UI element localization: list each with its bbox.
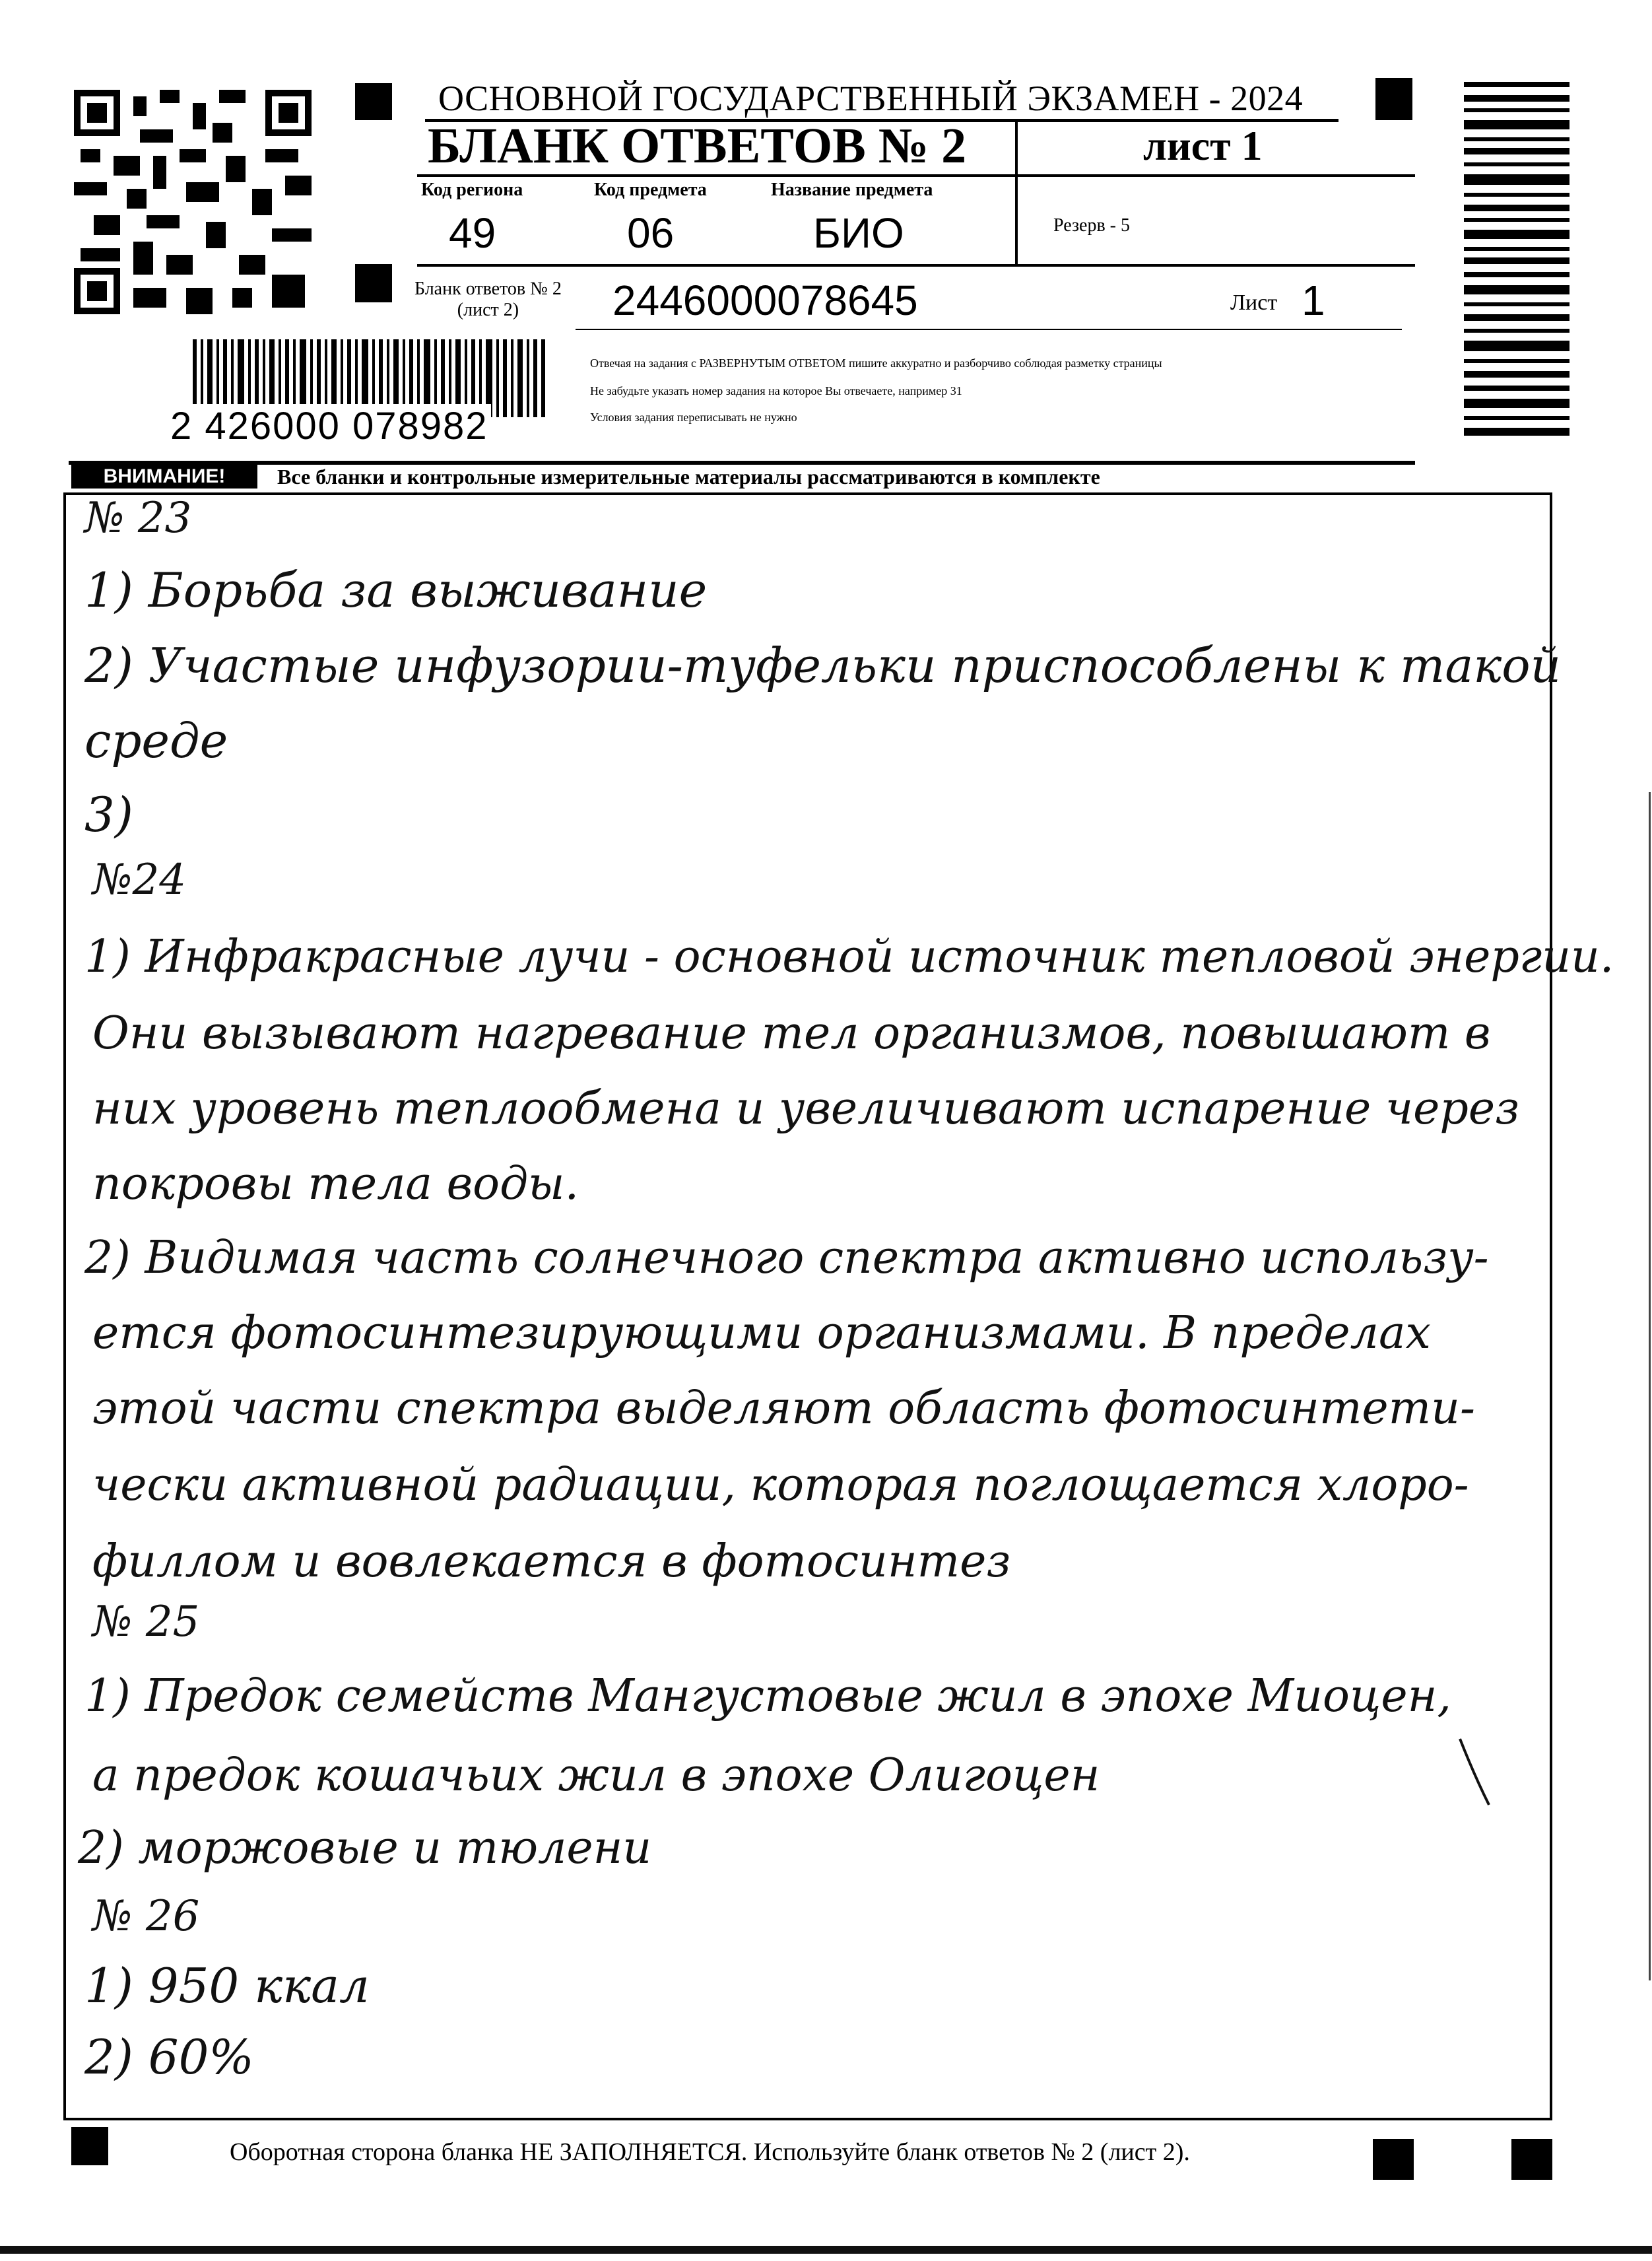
qr-code xyxy=(74,90,312,314)
sheet2-label xyxy=(414,279,562,321)
form-name: БЛАНК ОТВЕТОВ № 2 xyxy=(428,118,967,174)
attention-text: Все бланки и контрольные измерительные материалы рассматриваются в комплекте xyxy=(277,465,1100,489)
answer-line: этой части спектра выделяют область фотосинтети- xyxy=(92,1382,1475,1434)
form-divider xyxy=(1015,120,1018,265)
answer-line: ется фотосинтезирующими организмами. В пределах xyxy=(92,1307,1431,1359)
region-label: Код региона xyxy=(421,180,523,200)
list-label: Лист xyxy=(1230,290,1278,315)
instruction-line-1: Отвечая на задания с РАЗВЕРНУТЫМ ОТВЕТОМ пишите аккуратно и разборчиво соблюдая разметку страницы xyxy=(590,356,1162,370)
answer-line: 2) Видимая часть солнечного спектра активно использу- xyxy=(84,1232,1489,1284)
answer-line: 2) Участые инфузории-туфельки приспособлены к такой xyxy=(84,638,1561,693)
registration-mark xyxy=(355,264,392,302)
sheet2-rule xyxy=(576,329,1402,330)
answer-line: чески активной радиации, которая поглощается хлоро- xyxy=(92,1459,1469,1511)
codes-rule xyxy=(417,264,1415,267)
header-rule xyxy=(417,174,1415,177)
scan-bottom-edge xyxy=(0,2246,1652,2254)
sheet2-label-line2: (лист 2) xyxy=(457,300,519,320)
registration-mark xyxy=(1375,78,1412,120)
sheet2-number: 2446000078645 xyxy=(612,277,918,324)
answer-line: 3) xyxy=(84,787,133,842)
answer-line: среде xyxy=(84,713,228,768)
answer-line: 2) моржовые и тюлени xyxy=(78,1822,652,1874)
registration-mark xyxy=(1373,2139,1414,2180)
answer-line: № 23 xyxy=(84,494,192,543)
exam-title: ОСНОВНОЙ ГОСУДАРСТВЕННЫЙ ЭКЗАМЕН - 2024 xyxy=(438,79,1304,118)
answer-line: №24 xyxy=(92,856,186,904)
answer-line: № 26 xyxy=(92,1892,200,1941)
answer-line: 1) Инфракрасные лучи - основной источник тепловой энергии. xyxy=(84,931,1614,983)
sheet2-label-line1: Бланк ответов № 2 xyxy=(414,279,562,299)
instruction-line-2: Не забудьте указать номер задания на которое Вы отвечаете, например 31 xyxy=(590,384,962,397)
subject-name-label: Название предмета xyxy=(771,180,933,200)
reserve: Резерв - 5 xyxy=(1053,215,1131,236)
answer-line: филлом и вовлекается в фотосинтез xyxy=(92,1535,1011,1588)
footer-text: Оборотная сторона бланка НЕ ЗАПОЛНЯЕТСЯ. Используйте бланк ответов № 2 (лист 2). xyxy=(230,2138,1190,2166)
registration-mark xyxy=(355,83,392,120)
instruction-line-3: Условия задания переписывать не нужно xyxy=(590,411,797,424)
side-barcode xyxy=(1464,82,1569,444)
sheet-label: лист 1 xyxy=(1143,122,1263,169)
pen-stroke xyxy=(1455,1736,1494,1809)
registration-mark xyxy=(71,2127,108,2165)
answer-area xyxy=(63,492,1552,2120)
answer-line: 1) Предок семейств Мангустовые жил в эпохе Миоцен, xyxy=(84,1670,1452,1722)
scan-edge xyxy=(1649,792,1651,1980)
attention-badge: ВНИМАНИЕ! xyxy=(71,465,257,489)
subject-name-value: БИО xyxy=(813,209,904,257)
answer-line: 2) 60% xyxy=(84,2029,254,2085)
region-value: 49 xyxy=(449,209,496,257)
subject-code-value: 06 xyxy=(627,209,675,257)
answer-line: 1) Борьба за выживание xyxy=(84,562,708,618)
answer-line: них уровень теплообмена и увеличивают испарение через xyxy=(92,1083,1520,1135)
subject-code-label: Код предмета xyxy=(594,180,707,200)
answer-line: № 25 xyxy=(92,1598,200,1646)
answer-line: 1) 950 ккал xyxy=(84,1958,370,2013)
answer-line: Они вызывают нагревание тел организмов, повышают в xyxy=(92,1007,1491,1060)
answer-line: а предок кошачьих жил в эпохе Олигоцен xyxy=(92,1749,1100,1802)
registration-mark xyxy=(1511,2139,1552,2180)
list-number: 1 xyxy=(1302,277,1325,324)
barcode-number: 2 426000 078982 xyxy=(168,404,491,448)
answer-line: покровы тела воды. xyxy=(92,1158,579,1210)
